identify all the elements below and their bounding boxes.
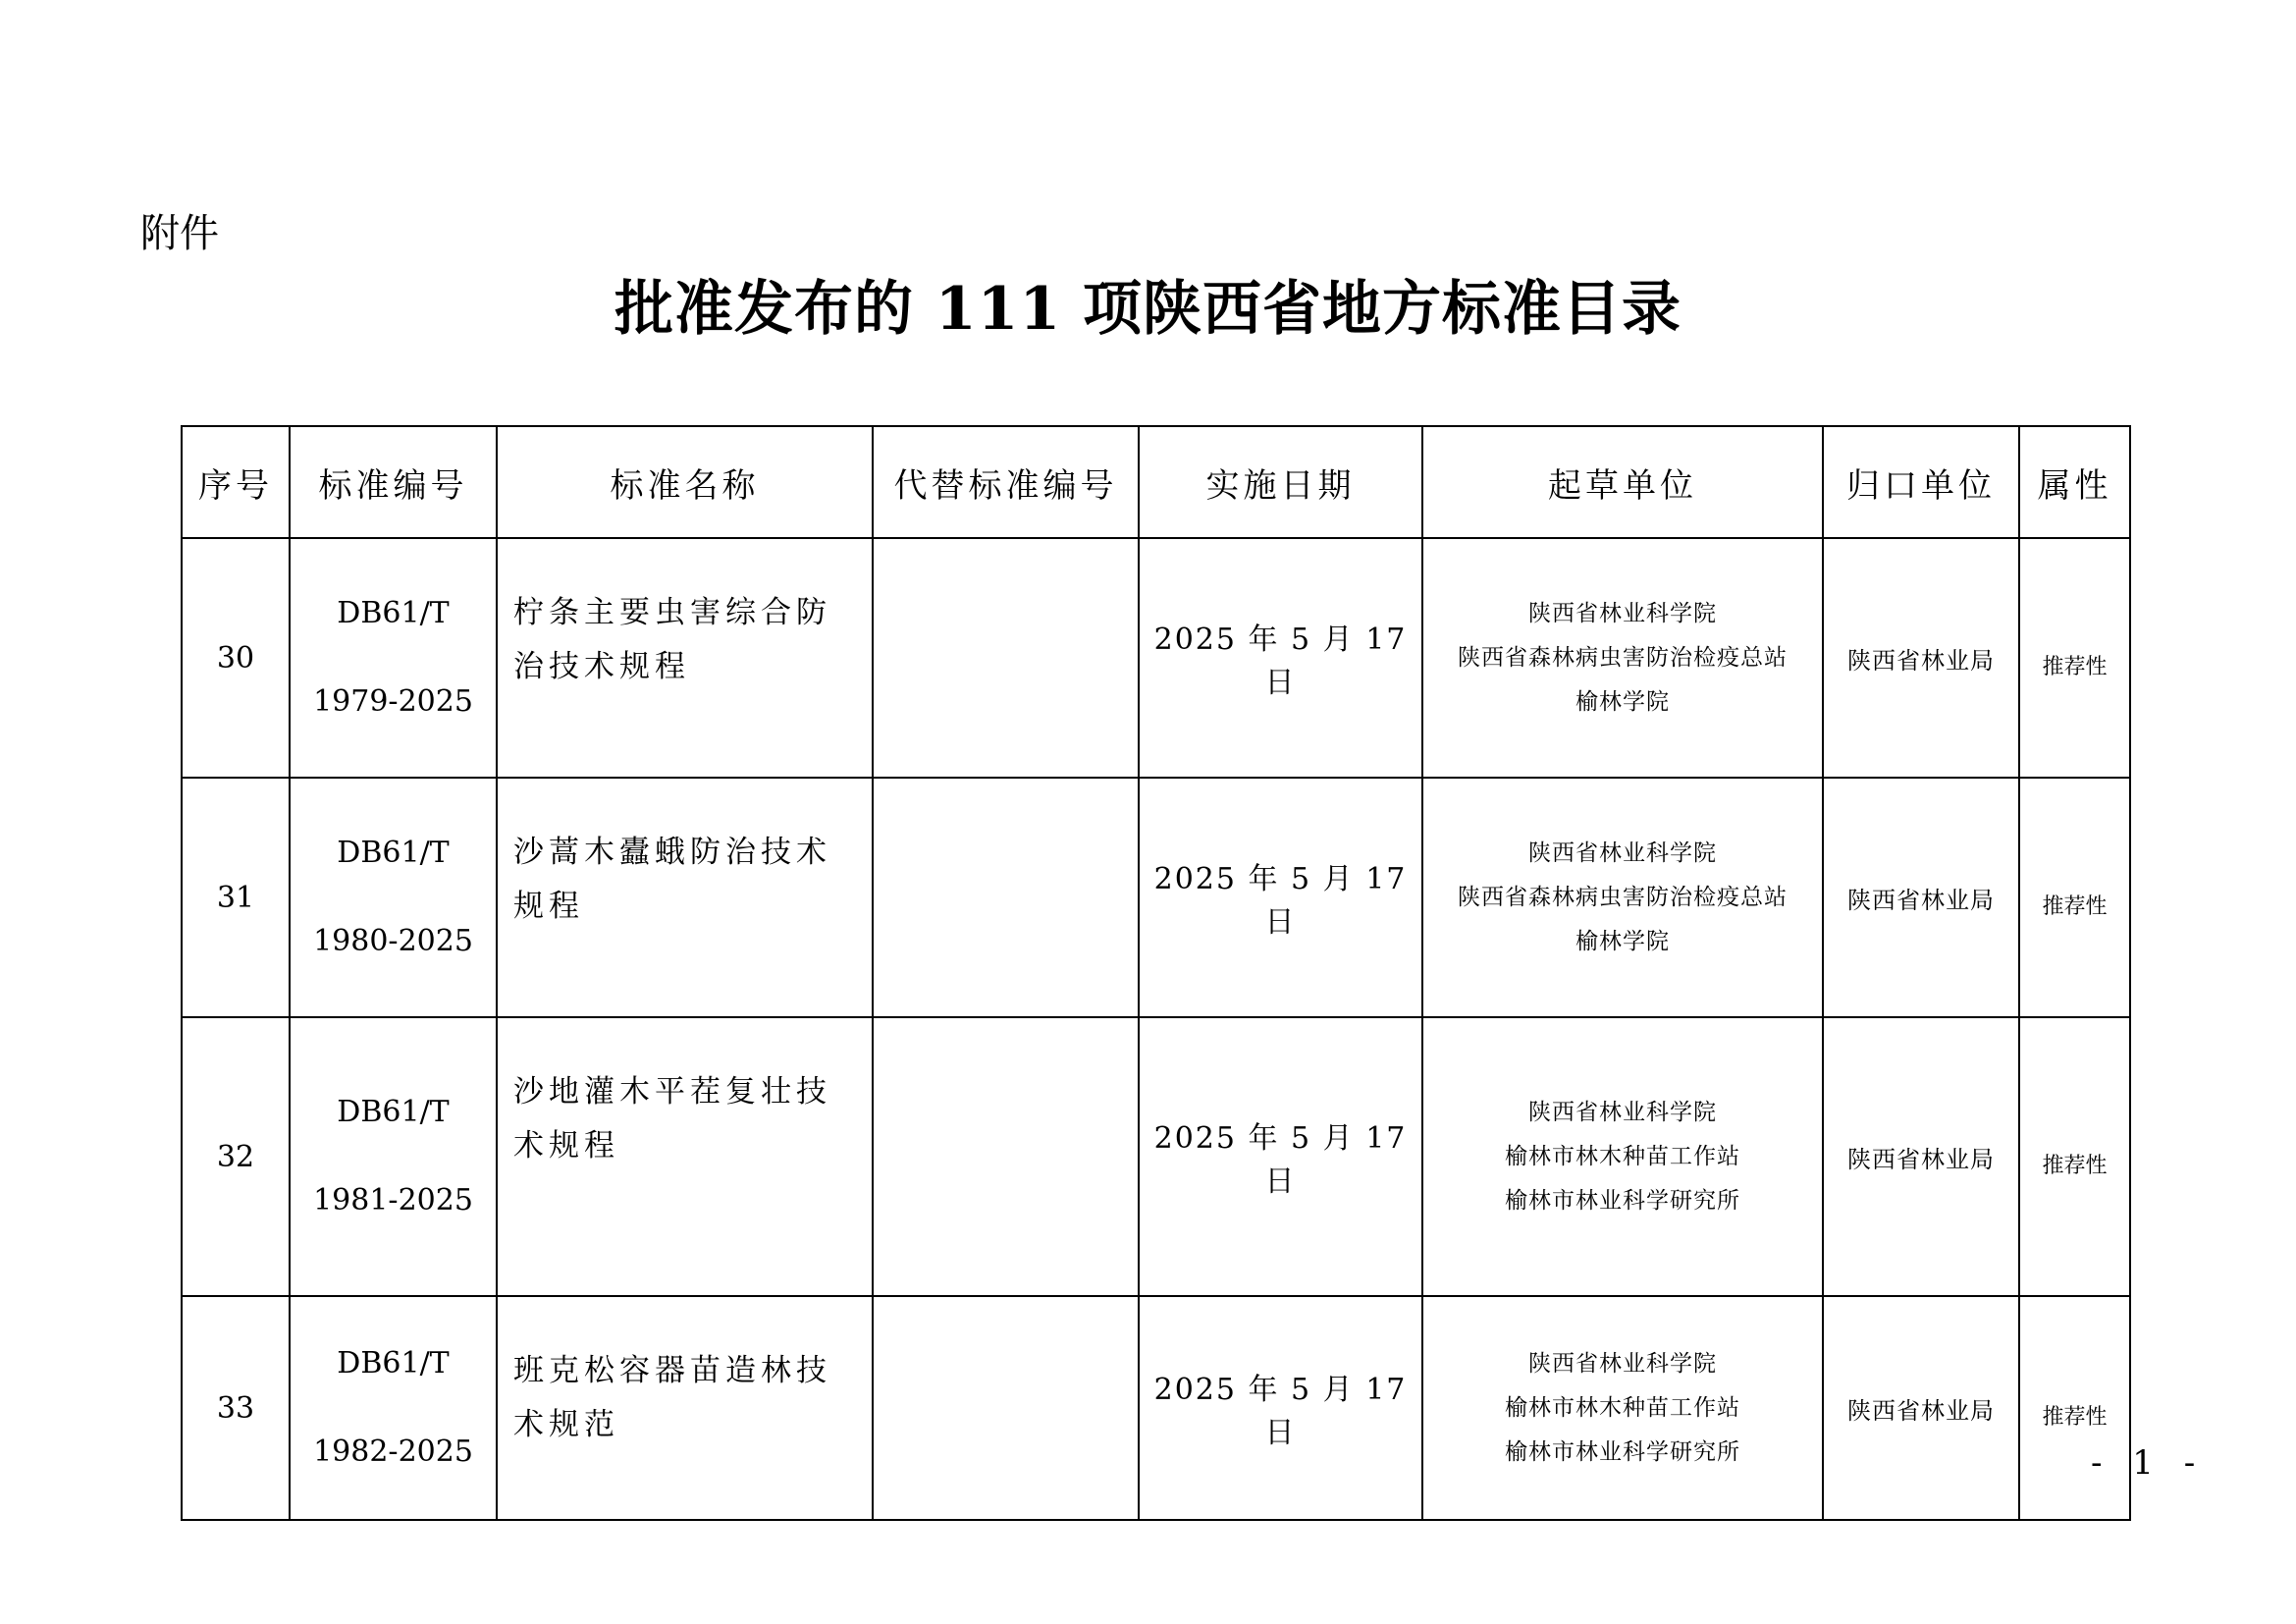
row-replaced-code [873,778,1139,1017]
row-seq: 30 [182,538,290,778]
row-standard-name: 班克松容器苗造林技术规范 [497,1296,873,1520]
drafting-unit: 陕西省森林病虫害防治检疫总站 [1458,644,1788,671]
header-authority: 归口单位 [1823,426,2019,538]
row-effective-date: 2025 年 5 月 17 日 [1139,1017,1422,1296]
drafting-unit: 陕西省林业科学院 [1528,600,1717,626]
row-replaced-code [873,538,1139,778]
code-prefix: DB61/T [337,836,450,870]
row-authority: 陕西省林业局 [1823,1017,2019,1296]
attachment-label: 附件 [140,211,219,256]
row-standard-code [290,778,497,1017]
header-name: 标准名称 [497,426,873,538]
row-standard-name: 柠条主要虫害综合防治技术规程 [497,538,873,778]
standards-catalog-table [181,425,2131,1521]
row-authority: 陕西省林业局 [1823,778,2019,1017]
table-header-row [182,426,2130,538]
row-standard-code [290,1296,497,1520]
header-replaced-code: 代替标准编号 [873,426,1139,538]
row-drafting-units [1422,1296,1823,1520]
row-effective-date: 2025 年 5 月 17 日 [1139,1296,1422,1520]
header-code: 标准编号 [290,426,497,538]
document-title: 批准发布的 111 项陕西省地方标准目录 [614,275,1682,344]
row-standard-name: 沙蒿木蠹蛾防治技术规程 [497,778,873,1017]
code-prefix: DB61/T [337,1095,450,1129]
header-effective-date: 实施日期 [1139,426,1422,538]
row-authority: 陕西省林业局 [1823,538,2019,778]
row-attribute: 推荐性 [2019,538,2130,778]
row-standard-code [290,538,497,778]
drafting-unit: 陕西省林业科学院 [1528,1350,1717,1377]
table-row [182,778,2130,1017]
row-seq: 31 [182,778,290,1017]
row-standard-name: 沙地灌木平茬复壮技术规程 [497,1017,873,1296]
code-number: 1980-2025 [313,924,473,958]
row-drafting-units [1422,538,1823,778]
drafting-unit: 榆林学院 [1575,688,1670,715]
code-prefix: DB61/T [337,596,450,630]
row-seq: 33 [182,1296,290,1520]
drafting-unit: 榆林市林业科学研究所 [1505,1187,1740,1214]
drafting-unit: 榆林学院 [1575,928,1670,954]
table-row [182,1296,2130,1520]
code-number: 1981-2025 [313,1183,473,1218]
row-attribute: 推荐性 [2019,778,2130,1017]
table-row [182,538,2130,778]
row-standard-code [290,1017,497,1296]
header-attribute: 属性 [2019,426,2130,538]
drafting-unit: 陕西省森林病虫害防治检疫总站 [1458,884,1788,910]
code-prefix: DB61/T [337,1346,450,1380]
row-replaced-code [873,1296,1139,1520]
header-seq: 序号 [182,426,290,538]
code-number: 1982-2025 [313,1435,473,1469]
row-effective-date: 2025 年 5 月 17 日 [1139,778,1422,1017]
row-replaced-code [873,1017,1139,1296]
page-number: - 1 - [2091,1443,2206,1483]
row-drafting-units [1422,1017,1823,1296]
drafting-unit: 陕西省林业科学院 [1528,839,1717,866]
row-attribute: 推荐性 [2019,1017,2130,1296]
row-attribute: 推荐性 [2019,1296,2130,1520]
drafting-unit: 榆林市林木种苗工作站 [1505,1143,1740,1169]
drafting-unit: 陕西省林业科学院 [1528,1099,1717,1125]
row-drafting-units [1422,778,1823,1017]
drafting-unit: 榆林市林业科学研究所 [1505,1438,1740,1465]
row-seq: 32 [182,1017,290,1296]
row-effective-date: 2025 年 5 月 17 日 [1139,538,1422,778]
code-number: 1979-2025 [313,684,473,719]
header-drafting-units: 起草单位 [1422,426,1823,538]
row-authority: 陕西省林业局 [1823,1296,2019,1520]
table-row [182,1017,2130,1296]
drafting-unit: 榆林市林木种苗工作站 [1505,1394,1740,1421]
